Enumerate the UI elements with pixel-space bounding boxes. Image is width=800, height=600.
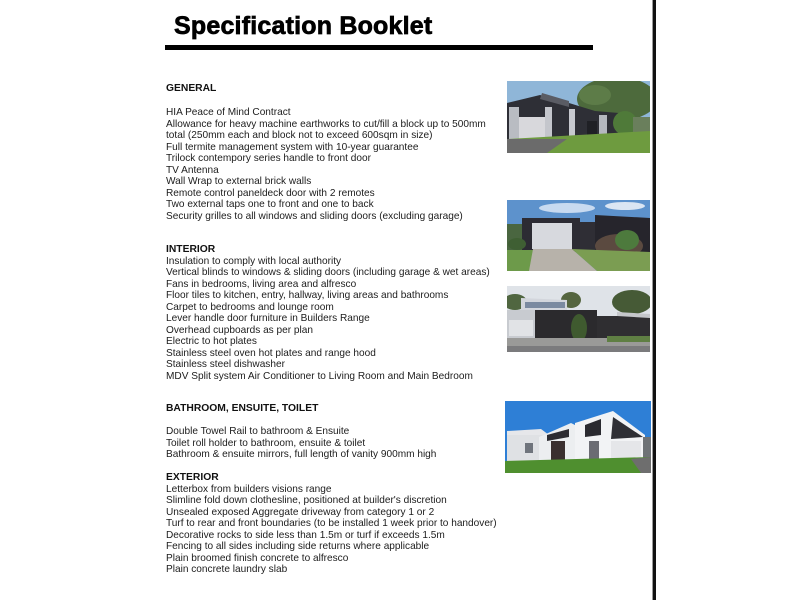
- list-item: Wall Wrap to external brick walls: [166, 176, 312, 187]
- page-title: Specification Booklet: [174, 12, 433, 40]
- list-item: Plain concrete laundry slab: [166, 564, 288, 575]
- list-item: TV Antenna: [166, 164, 219, 176]
- section-heading-general: GENERAL: [166, 83, 217, 94]
- list-item: Plain broomed finish concrete to alfresco: [166, 552, 349, 564]
- list-item: Slimline fold down clothesline, positioned at builder's discretion: [166, 495, 447, 506]
- house-photo-1: [507, 81, 650, 153]
- list-item: Letterbox from builders visions range: [166, 483, 332, 495]
- list-item: Stainless steel dishwasher: [166, 359, 285, 370]
- list-item: Carpet to bedrooms and lounge room: [166, 301, 334, 313]
- list-item: Turf to rear and front boundaries (to be installed 1 week prior to handover): [166, 518, 497, 529]
- list-item: HIA Peace of Mind Contract: [166, 107, 291, 118]
- title-underline: [165, 45, 593, 50]
- list-item: Security grilles to all windows and sliding doors (excluding garage): [166, 210, 463, 222]
- house-photo-3: [507, 286, 650, 352]
- list-item: Stainless steel oven hot plates and range hood: [166, 347, 376, 359]
- section-heading-interior: INTERIOR: [166, 244, 216, 255]
- list-item: Electric to hot plates: [166, 336, 257, 347]
- list-item: MDV Split system Air Conditioner to Living Room and Main Bedroom: [166, 370, 473, 382]
- list-item: Two external taps one to front and one to back: [166, 199, 374, 210]
- section-heading-exterior: EXTERIOR: [166, 472, 219, 483]
- section-heading-bathroom: BATHROOM, ENSUITE, TOILET: [166, 403, 319, 414]
- house-photo-2: [507, 200, 650, 271]
- list-item: Overhead cupboards as per plan: [166, 324, 314, 336]
- list-item: Double Towel Rail to bathroom & Ensuite: [166, 426, 350, 437]
- list-item: Decorative rocks to side less than 1.5m or turf if exceeds 1.5m: [166, 529, 445, 541]
- list-item: Allowance for heavy machine earthworks to cut/fill a block up to 500mm: [166, 118, 486, 130]
- list-item: Full termite management system with 10-year guarantee: [166, 141, 419, 153]
- list-item: Insulation to comply with local authority: [166, 255, 342, 267]
- list-item: Trilock contempory series handle to front door: [166, 153, 371, 164]
- list-item: Remote control paneldeck door with 2 remotes: [166, 187, 375, 199]
- house-photo-4: [505, 401, 651, 473]
- list-item: Fans in bedrooms, living area and alfresco: [166, 278, 357, 290]
- page-edge-border: [653, 0, 656, 600]
- list-item: Floor tiles to kitchen, entry, hallway, living areas and bathrooms: [166, 290, 449, 301]
- list-item: Vertical blinds to windows & sliding doors (including garage & wet areas): [166, 267, 490, 278]
- list-item: Bathroom & ensuite mirrors, full length of vanity 900mm high: [166, 449, 437, 460]
- list-item: Toilet roll holder to bathroom, ensuite & toilet: [166, 437, 366, 449]
- list-item: Unsealed exposed Aggregate driveway from category 1 or 2: [166, 506, 435, 518]
- list-item: Fencing to all sides including side returns where applicable: [166, 541, 430, 552]
- list-item: Lever handle door furniture in Builders Range: [166, 313, 370, 324]
- list-item: total (250mm each and block not to exceed 600sqm in size): [166, 130, 433, 141]
